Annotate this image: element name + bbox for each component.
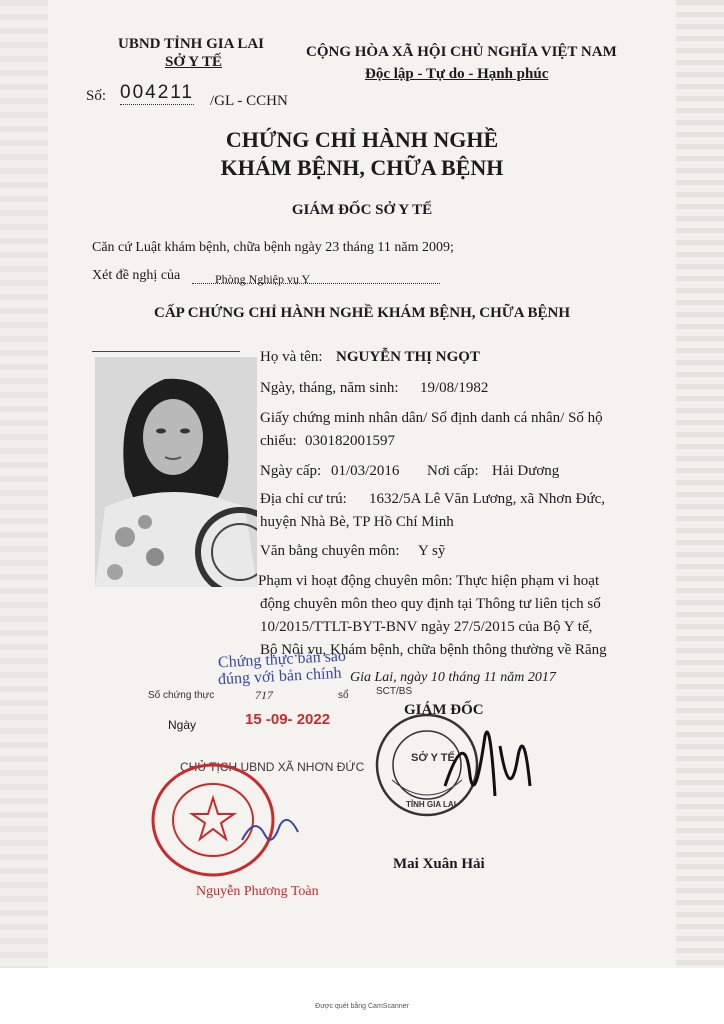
holder-name: NGUYỄN THỊ NGỌT <box>336 349 480 365</box>
place-date: Gia Lai, ngày 10 tháng 11 năm 2017 <box>350 670 556 685</box>
address-line1: 1632/5A Lê Văn Lương, xã Nhơn Đức, <box>369 491 605 507</box>
number-suffix: /GL - CCHN <box>210 93 288 109</box>
name-label: Họ và tên: <box>260 349 323 365</box>
cert-number-label: Số chứng thực <box>148 690 215 701</box>
title-line2: KHÁM BỆNH, CHỮA BỆNH <box>220 155 504 180</box>
grant-heading: CẤP CHỨNG CHỈ HÀNH NGHỀ KHÁM BỆNH, CHỮA BỆNH <box>154 305 570 321</box>
issue-date-label: Ngày cấp: <box>260 463 322 479</box>
scope-line2: động chuyên môn theo quy định tại Thông tư liên tịch số <box>260 596 601 612</box>
id-label-1: Giấy chứng minh nhân dân/ Số định danh cá nhân/ Số hộ <box>260 410 603 426</box>
cert-date: 15 -09- 2022 <box>245 711 331 728</box>
degree-label: Văn bằng chuyên môn: <box>260 543 400 559</box>
number-label: Số: <box>86 88 107 104</box>
proposal-label: Xét đề nghị của <box>92 268 181 283</box>
signer-title: GIÁM ĐỐC <box>404 702 484 718</box>
issue-place: Hải Dương <box>492 463 560 479</box>
dob-value: 19/08/1982 <box>420 380 489 396</box>
seal-ring-text: TỈNH GIA LAI <box>406 800 456 809</box>
republic-name: CỘNG HÒA XÃ HỘI CHỦ NGHĨA VIỆT NAM <box>306 44 617 60</box>
issue-date: 01/03/2016 <box>331 463 400 479</box>
photo-top-rule <box>92 351 240 352</box>
scope-line1: Phạm vi hoạt động chuyên môn: Thực hiện phạm vi hoạt <box>258 573 600 589</box>
cert-date-label: Ngày <box>168 718 197 732</box>
cert-number-value: 717 <box>255 688 273 702</box>
copy-cert-line2: đúng với bản chính <box>217 664 342 689</box>
seal-center-text: SỞ Y TẾ <box>411 752 455 764</box>
copy-cert-line1: Chứng thực bản sao <box>217 647 347 672</box>
certificate-number: 004211 <box>120 82 194 103</box>
proposal-value: Phòng Nghiệp vụ Y <box>215 272 311 286</box>
id-value: 030182001597 <box>305 433 395 449</box>
issuer-title: GIÁM ĐỐC SỞ Y TẾ <box>291 202 433 218</box>
degree-value: Y sỹ <box>418 543 446 559</box>
official-signature <box>240 810 300 850</box>
official-title: CHỦ TỊCH UBND XÃ NHƠN ĐỨC <box>180 760 365 774</box>
legal-basis: Căn cứ Luật khám bệnh, chữa bệnh ngày 23 tháng 11 năm 2009; <box>92 240 454 255</box>
motto: Độc lập - Tự do - Hạnh phúc <box>365 66 549 82</box>
scope-line3: 10/2015/TTLT-BYT-BNV ngày 27/5/2015 của Bộ Y tế, <box>260 619 593 635</box>
cert-book-value: SCT/BS <box>376 686 413 697</box>
issue-place-label: Nơi cấp: <box>427 463 479 479</box>
scope-line4: Bộ Nội vụ, Khám bệnh, chữa bệnh thông thường về Răng <box>260 642 607 658</box>
official-name: Nguyễn Phương Toàn <box>196 884 319 899</box>
portrait-graphic <box>95 357 257 587</box>
agency-line1: UBND TỈNH GIA LAI <box>118 36 265 52</box>
agency-line2: SỞ Y TẾ <box>165 54 222 70</box>
dob-label: Ngày, tháng, năm sinh: <box>260 380 399 396</box>
director-signature <box>440 716 540 816</box>
cert-book-label: sổ <box>338 690 349 701</box>
title-line1: CHỨNG CHỈ HÀNH NGHỀ <box>225 127 499 152</box>
address-label: Địa chỉ cư trú: <box>260 491 347 507</box>
id-label-2: chiếu: <box>260 433 297 449</box>
scanner-watermark: Được quét bằng CamScanner <box>315 1003 409 1010</box>
applicant-photo <box>95 357 257 587</box>
signer-name: Mai Xuân Hải <box>393 856 485 872</box>
address-line2: huyện Nhà Bè, TP Hồ Chí Minh <box>260 514 454 530</box>
